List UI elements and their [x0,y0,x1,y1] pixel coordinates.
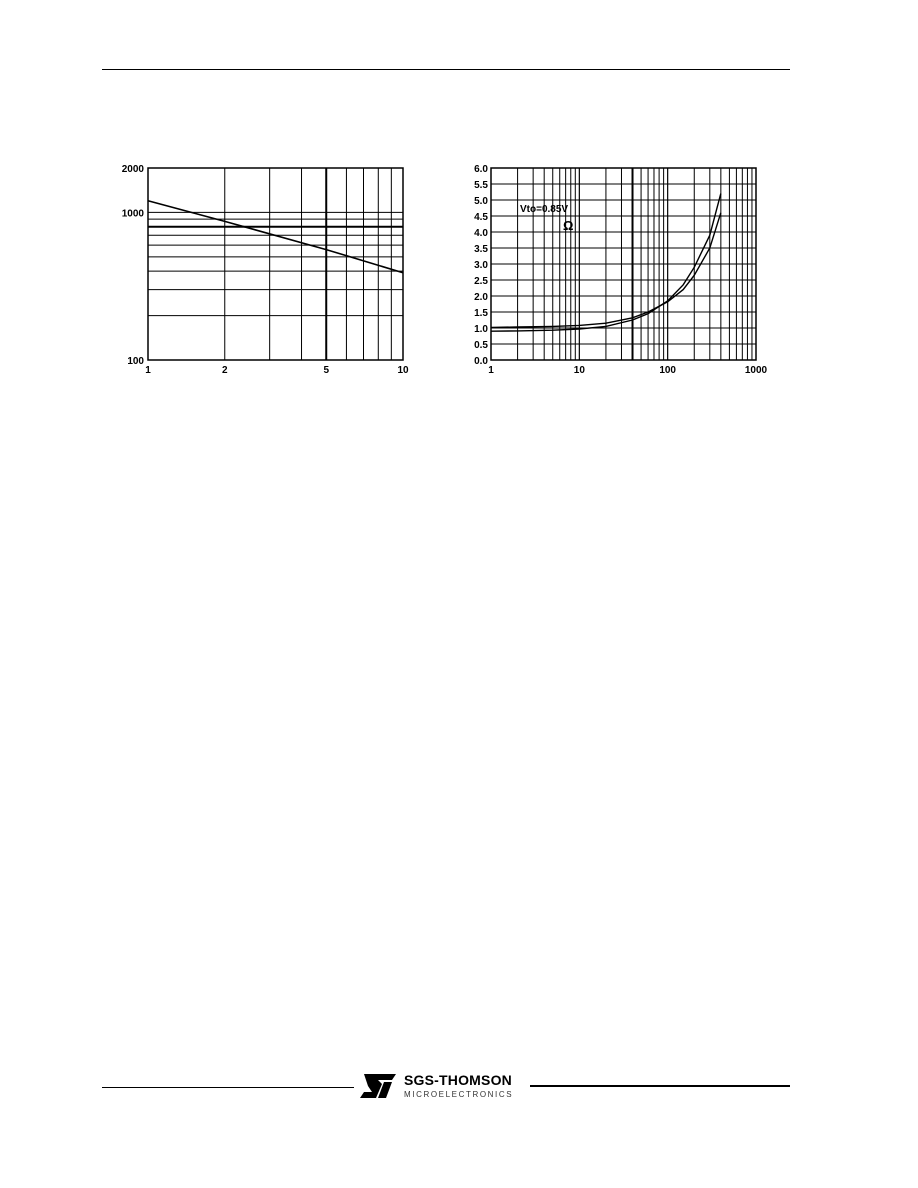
y-tick-label: 5.0 [474,196,488,207]
x-tick-label: 2 [221,365,228,376]
y-tick-label: 1.0 [474,324,488,335]
chart-right-annotation-symbol: Ω [563,218,574,233]
y-tick-label: 3.5 [474,244,488,255]
y-tick-label: 2000 [121,164,144,175]
chart-right-frame [491,168,756,360]
series-line [491,213,721,328]
x-tick-label: 1000 [744,365,768,376]
y-tick-label: 1000 [121,208,144,220]
st-logo-icon [358,1072,398,1100]
x-tick-label: 1 [145,365,151,376]
footer-rule-right [530,1085,790,1087]
x-tick-label: 1 [488,365,494,376]
company-subtitle: MICROELECTRONICS [404,1090,514,1099]
y-tick-label: 0.0 [474,356,488,367]
chart-left-frame [148,168,403,360]
y-tick-label: 3.0 [474,260,488,271]
x-tick-label: 10 [397,365,409,376]
series-line [148,201,403,273]
y-tick-label: 2.5 [474,276,488,287]
y-tick-label: 4.0 [474,228,488,239]
y-tick-label: 2.0 [474,292,488,303]
company-name: SGS-THOMSON [404,1072,512,1088]
y-tick-label: 0.5 [474,340,488,351]
x-tick-label: 10 [573,365,585,376]
x-tick-label: 5 [323,365,330,376]
y-tick-label: 1.5 [474,308,488,319]
chart-right-annotation: Vto=0.85V [520,204,569,215]
y-tick-label: 100 [127,356,144,367]
x-tick-label: 100 [659,365,677,376]
footer-rule-left [102,1087,354,1088]
y-tick-label: 4.5 [474,212,488,223]
header-rule [102,69,790,70]
y-tick-label: 5.5 [474,180,488,191]
series-line [491,194,721,332]
y-tick-label: 6.0 [474,164,488,175]
